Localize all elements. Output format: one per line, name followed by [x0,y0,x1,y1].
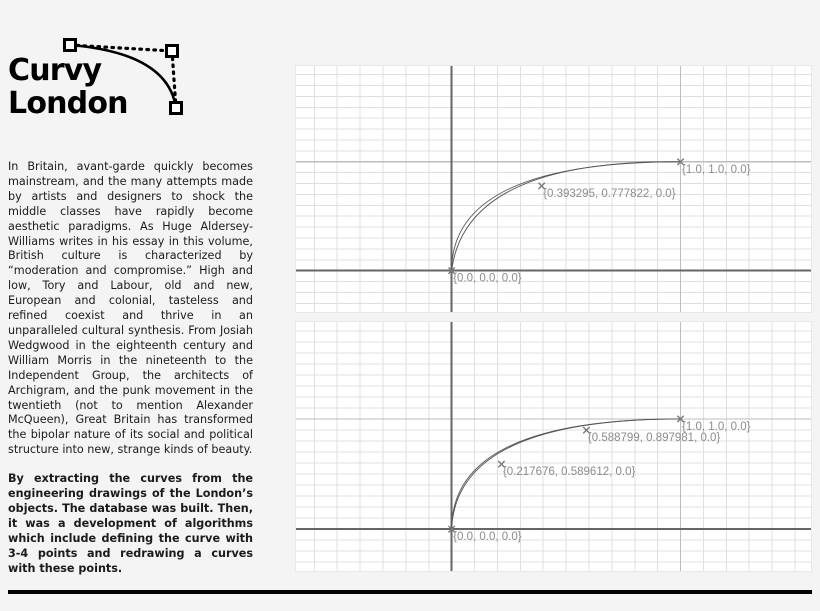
plot-1-canvas[interactable] [296,66,811,312]
charts-area [295,0,820,611]
plot-panel-1[interactable] [295,65,812,313]
article-paragraph-1: In Britain, avant-garde quickly becomes mainstream, and the many attempts made by artists and designers to shock the middle classes have rapidly become aesthetic paradigms. As Huge Aldersey-Williams writes in his essay in this volume, British culture is characterized by “moderation and compromise.” High and low, Tory and Labour, old and new, European and colonial, tasteless and refined coexist and thrive in an unparalleled cultural synthesis. From Josiah Wedgwood in the eighteenth century and William Morris in the nineteenth to the Independent Group, the architects of Archigram, and the punk movement in the twentieth (not to mention Alexander McQueen), Great Britain has transformed the bipolar nature of its social and political structure into new, strange kinds of beauty. [8,160,253,457]
curve-point-label: {0.393295, 0.777822, 0.0} [543,187,676,200]
left-text-column [0,0,270,611]
curve-point-label: {0.588799, 0.897981, 0.0} [587,432,721,445]
curve-point-label: {1.0, 1.0, 0.0} [682,163,751,176]
brand-logo [0,22,270,142]
bottom-rule [8,590,812,594]
plot-panel-2[interactable] [295,321,812,572]
curve-point-label: {0.0, 0.0, 0.0} [453,531,522,544]
curve-point-label: {0.0, 0.0, 0.0} [453,272,522,285]
logo-wordmark-line2: London [8,86,128,121]
curve-point-label: {1.0, 1.0, 0.0} [682,420,751,433]
article-paragraph-2: By extracting the curves from the engineering drawings of the London’s objects. The database was built. Then, it was a development of algorithms which include defining the curve with 3-4 points and redrawing a curves with these points. [8,472,253,575]
logo-wordmark [8,54,128,120]
curve-point-label: {0.217676, 0.589612, 0.0} [502,466,636,479]
logo-wordmark-line1: Curvy [8,53,102,88]
plot-2-canvas[interactable] [296,322,811,571]
article-body [8,160,253,590]
